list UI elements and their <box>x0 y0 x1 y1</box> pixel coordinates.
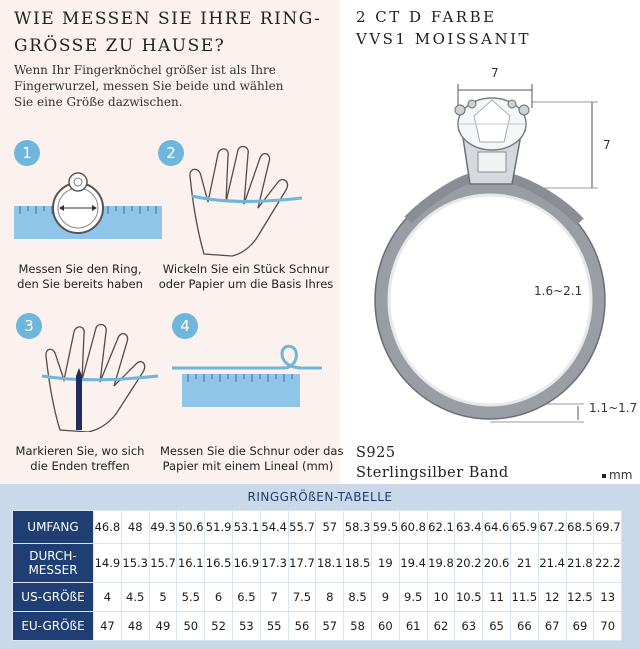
table-cell: 17.3 <box>260 544 288 583</box>
table-cell: 7.5 <box>288 583 316 612</box>
table-cell: 12.5 <box>566 583 594 612</box>
table-cell: 16.9 <box>232 544 260 583</box>
table-cell: 17.7 <box>288 544 316 583</box>
material-label <box>356 443 509 483</box>
table-cell: 50.6 <box>177 511 205 544</box>
table-cell: 7 <box>260 583 288 612</box>
table-row <box>13 511 622 544</box>
table-cell: 55 <box>260 612 288 641</box>
table-cell: 11.5 <box>510 583 538 612</box>
table-cell: 49 <box>149 612 177 641</box>
unit-label: mm <box>602 468 632 482</box>
table-cell: 48 <box>121 612 149 641</box>
table-cell: 59.5 <box>371 511 399 544</box>
table-cell: 12 <box>538 583 566 612</box>
table-cell: 6 <box>205 583 233 612</box>
table-cell: 21.4 <box>538 544 566 583</box>
step-2-badge: 2 <box>158 140 184 166</box>
ring-size-table <box>12 510 622 641</box>
row-header: EU-GRÖßE <box>13 612 94 641</box>
table-cell: 53 <box>232 612 260 641</box>
material-line-2: Sterlingsilber Band <box>356 465 509 481</box>
table-cell: 46.8 <box>94 511 122 544</box>
table-cell: 63 <box>455 612 483 641</box>
string-ruler-illustration <box>172 342 322 412</box>
table-cell: 5 <box>149 583 177 612</box>
table-cell: 8.5 <box>344 583 372 612</box>
table-row <box>13 544 622 583</box>
table-cell: 47 <box>94 612 122 641</box>
table-cell: 19.8 <box>427 544 455 583</box>
table-cell: 53.1 <box>232 511 260 544</box>
table-cell: 66 <box>510 612 538 641</box>
dim-band-thickness: 1.1~1.7 <box>589 401 638 415</box>
table-cell: 63.4 <box>455 511 483 544</box>
dim-stone-height: 7 <box>603 138 611 152</box>
table-cell: 16.1 <box>177 544 205 583</box>
table-cell: 48 <box>121 511 149 544</box>
table-cell: 18.5 <box>344 544 372 583</box>
table-cell: 18.1 <box>316 544 344 583</box>
row-header: UMFANG <box>13 511 94 544</box>
ring-size-table-panel <box>0 484 640 649</box>
table-cell: 8 <box>316 583 344 612</box>
hand-string-illustration <box>186 146 306 258</box>
table-cell: 9 <box>371 583 399 612</box>
table-cell: 52 <box>205 612 233 641</box>
intro-text: Wenn Ihr Fingerknöchel größer ist als Ihre Fingerwurzel, messen Sie beide und wählen Sie eine Größe dazwischen. <box>14 63 284 109</box>
table-cell: 60.8 <box>399 511 427 544</box>
table-cell: 54.4 <box>260 511 288 544</box>
table-cell: 15.7 <box>149 544 177 583</box>
table-cell: 10.5 <box>455 583 483 612</box>
page-title <box>14 6 321 60</box>
table-row <box>13 612 622 641</box>
table-cell: 57 <box>316 612 344 641</box>
table-cell: 62.1 <box>427 511 455 544</box>
table-cell: 4.5 <box>121 583 149 612</box>
material-line-1: S925 <box>356 445 396 461</box>
table-cell: 15.3 <box>121 544 149 583</box>
step-2-caption: Wickeln Sie ein Stück Schnur oder Papier um die Basis Ihres <box>158 262 334 291</box>
table-cell: 20.6 <box>483 544 511 583</box>
table-cell: 51.9 <box>205 511 233 544</box>
table-cell: 9.5 <box>399 583 427 612</box>
table-cell: 55.7 <box>288 511 316 544</box>
table-cell: 67.2 <box>538 511 566 544</box>
product-title-line-2: VVS1 MOISSANIT <box>356 30 532 48</box>
table-cell: 69 <box>566 612 594 641</box>
table-cell: 10 <box>427 583 455 612</box>
table-cell: 14.9 <box>94 544 122 583</box>
hand-mark-illustration <box>40 318 160 432</box>
instructions-panel <box>0 0 344 485</box>
table-cell: 65.9 <box>510 511 538 544</box>
table-cell: 21 <box>510 544 538 583</box>
table-cell: 19 <box>371 544 399 583</box>
table-cell: 13 <box>594 583 622 612</box>
table-cell: 58 <box>344 612 372 641</box>
title-line-2: GRÖSSE ZU HAUSE? <box>14 36 226 56</box>
dim-stone-width: 7 <box>491 66 499 80</box>
table-cell: 21.8 <box>566 544 594 583</box>
table-cell: 49.3 <box>149 511 177 544</box>
table-cell: 6.5 <box>232 583 260 612</box>
table-cell: 11 <box>483 583 511 612</box>
step-3-caption: Markieren Sie, wo sich die Enden treffen <box>15 444 145 473</box>
row-header: US-GRÖßE <box>13 583 94 612</box>
table-cell: 22.2 <box>594 544 622 583</box>
step-1-caption: Messen Sie den Ring, den Sie bereits haben <box>17 262 143 291</box>
product-title <box>356 6 531 50</box>
table-cell: 69.7 <box>594 511 622 544</box>
table-cell: 58.3 <box>344 511 372 544</box>
product-title-line-1: 2 CT D FARBE <box>356 8 497 26</box>
table-title: RINGGRÖßEN-TABELLE <box>247 490 393 504</box>
table-cell: 61 <box>399 612 427 641</box>
table-cell: 50 <box>177 612 205 641</box>
table-cell: 20.2 <box>455 544 483 583</box>
table-cell: 67 <box>538 612 566 641</box>
table-row <box>13 583 622 612</box>
step-1-badge: 1 <box>14 140 40 166</box>
table-cell: 68.5 <box>566 511 594 544</box>
table-cell: 65 <box>483 612 511 641</box>
ring-product-image <box>360 60 630 430</box>
table-cell: 19.4 <box>399 544 427 583</box>
table-cell: 64.6 <box>483 511 511 544</box>
table-cell: 57 <box>316 511 344 544</box>
table-cell: 16.5 <box>205 544 233 583</box>
dim-band-width: 1.6~2.1 <box>534 284 583 298</box>
table-cell: 5.5 <box>177 583 205 612</box>
title-line-1: WIE MESSEN SIE IHRE RING- <box>14 9 322 29</box>
table-cell: 62 <box>427 612 455 641</box>
table-cell: 70 <box>594 612 622 641</box>
step-4-caption: Messen Sie die Schnur oder das Papier mit einem Lineal (mm) <box>160 444 344 473</box>
table-cell: 60 <box>371 612 399 641</box>
row-header: DURCH- MESSER <box>13 544 94 583</box>
step-3-badge: 3 <box>16 313 42 339</box>
table-cell: 4 <box>94 583 122 612</box>
ring-ruler-illustration <box>14 168 162 240</box>
step-4-badge: 4 <box>172 313 198 339</box>
table-cell: 56 <box>288 612 316 641</box>
